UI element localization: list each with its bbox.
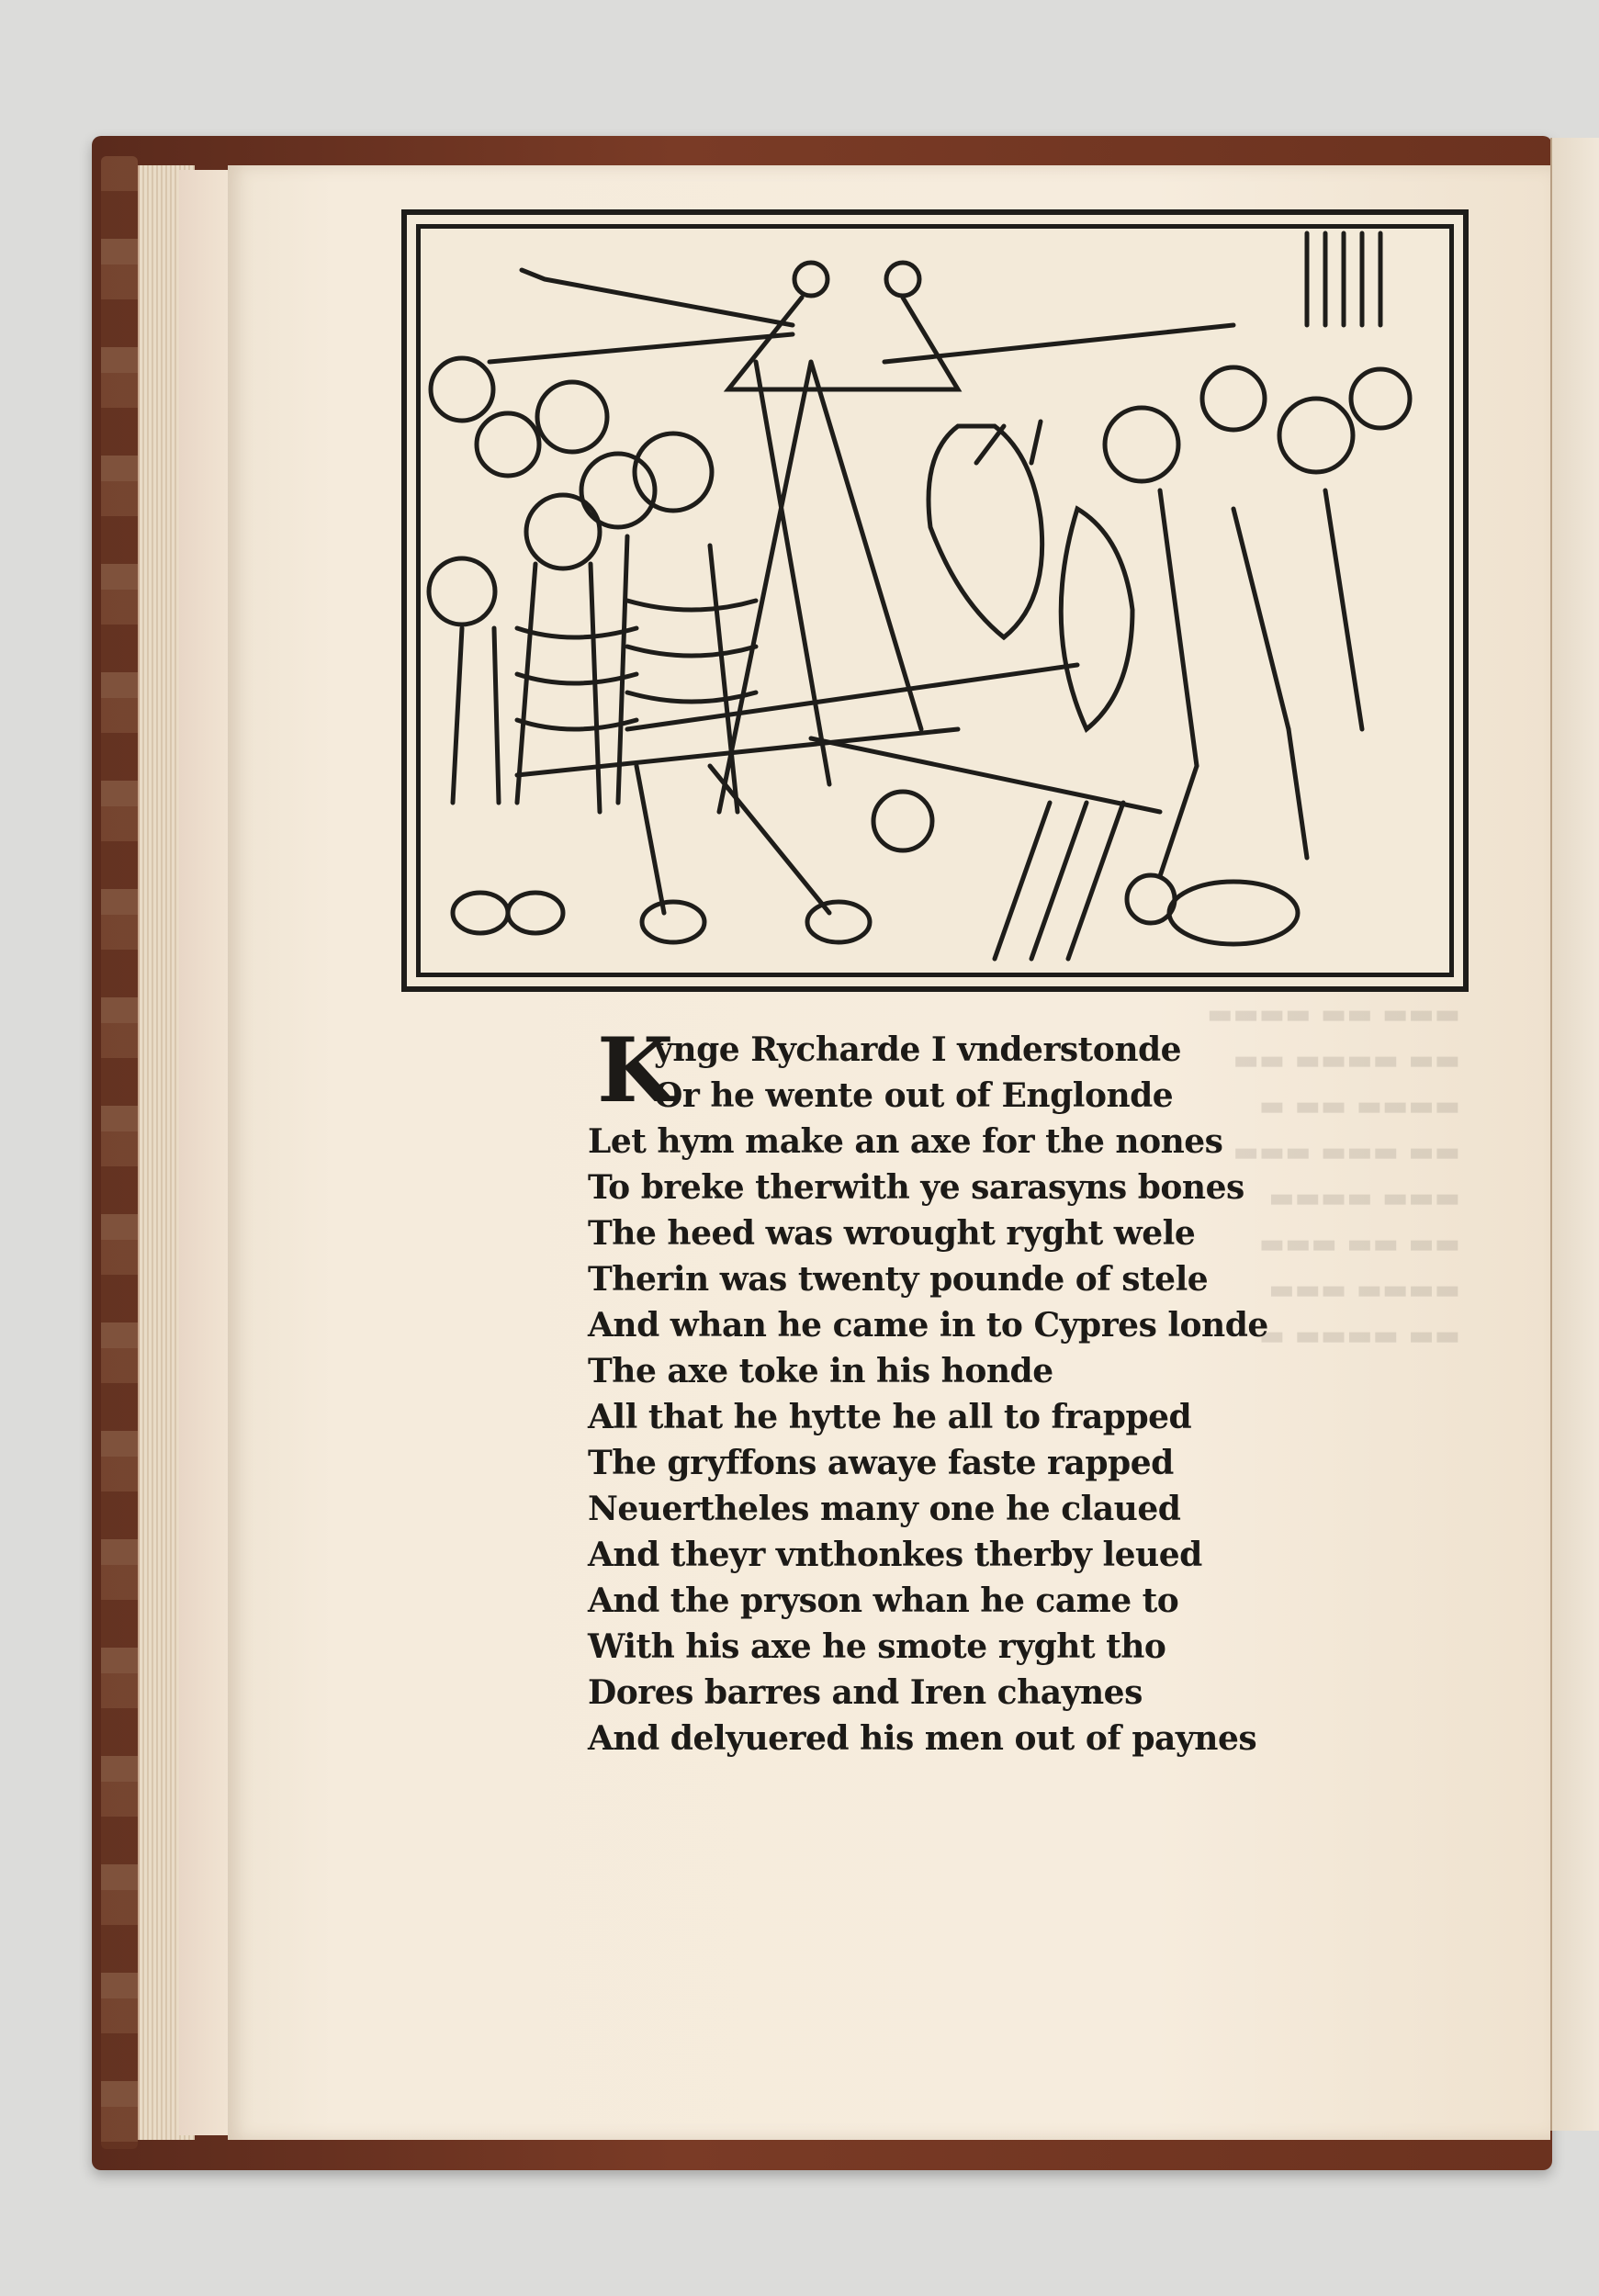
woodcut-illustration	[401, 209, 1469, 992]
poem-line: And delyuered his men out of paynes	[588, 1719, 1257, 1758]
poem-line: The heed was wrought ryght wele	[588, 1214, 1196, 1253]
poem-line: Therin was twenty pounde of stele	[588, 1260, 1209, 1299]
battle-scene-illustration	[407, 215, 1452, 975]
facing-page-edge	[1550, 138, 1599, 2131]
poem-line: To breke therwith ye sarasyns bones	[588, 1168, 1244, 1207]
binding-wear	[101, 156, 138, 2149]
poem-line: ynge Rycharde I vnderstonde	[654, 1030, 1182, 1069]
poem-line: And theyr vnthonkes therby leued	[588, 1536, 1202, 1574]
poem-line: Let hym make an axe for the nones	[588, 1122, 1223, 1161]
poem-line: The gryffons awaye faste rapped	[588, 1444, 1174, 1482]
poem-line: And the pryson whan he came to	[588, 1581, 1179, 1620]
poem-line: Dores barres and Iren chaynes	[588, 1673, 1143, 1712]
show-through-text: ▬▬▬ ▬▬ ▬▬▬▬ ▬▬ ▬▬▬▬ ▬▬ ▬▬▬▬ ▬▬ ▬ ▬▬ ▬▬▬ ▬▬▬ ▬▬▬ ▬▬▬▬ ▬▬ ▬▬ ▬▬▬ ▬▬▬▬ ▬▬▬ ▬▬ ▬▬▬▬ ▬	[1207, 998, 1460, 1352]
poem-line: Or he wente out of Englonde	[654, 1076, 1174, 1115]
page-gutter	[179, 170, 231, 2135]
poem-line: The axe toke in his honde	[588, 1352, 1053, 1390]
poem-line: With his axe he smote ryght tho	[588, 1627, 1166, 1666]
drop-cap: K	[597, 1019, 674, 1122]
poem-line: And whan he came in to Cypres londe	[588, 1306, 1268, 1345]
poem-line: All that he hytte he all to frapped	[588, 1398, 1192, 1436]
poem-text-block	[588, 1019, 1396, 1761]
poem-line: Neuertheles many one he claued	[588, 1490, 1181, 1528]
